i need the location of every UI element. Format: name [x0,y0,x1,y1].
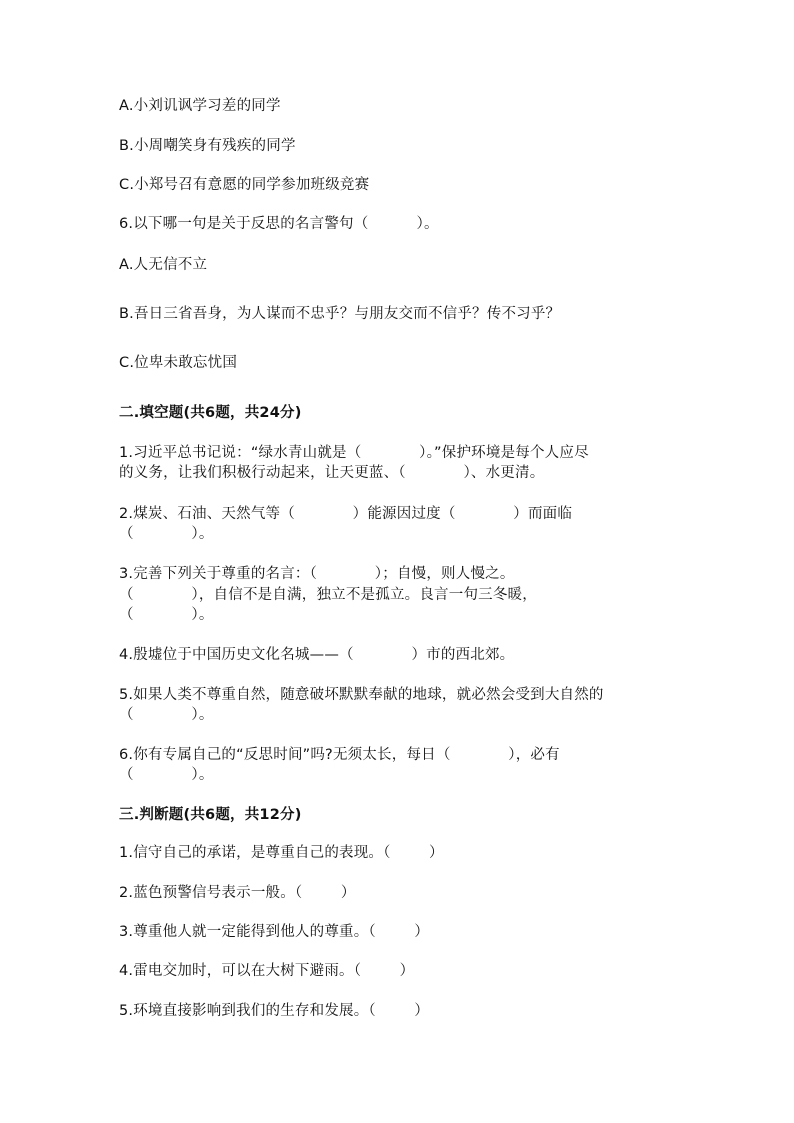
fill-line: 的义务，让我们积极行动起来，让天更蓝、（ ）、水更清。 [119,465,545,481]
fill-line: （ ）。 [119,707,214,723]
judgment-item: 4.雷电交加时，可以在大树下避雨。（ ） [119,963,415,979]
option-a: A.人无信不立 [119,257,208,273]
option-b: B.小周嘲笑身有残疾的同学 [119,138,296,154]
judgment-item: 5.环境直接影响到我们的生存和发展。（ ） [119,1003,430,1019]
section-heading: 三.判断题(共6题，共12分) [119,807,302,823]
fill-line: 5.如果人类不尊重自然，随意破坏默默奉献的地球，就必然会受到大自然的 [119,687,604,703]
fill-line: （ ）。 [119,526,214,542]
fill-line: 4.殷墟位于中国历史文化名城——（ ）市的西北郊。 [119,647,515,663]
fill-line: 2.煤炭、石油、天然气等（ ）能源因过度（ ）而面临 [119,506,573,522]
fill-line: 6.你有专属自己的“反思时间”吗?无须太长，每日（ ），必有 [119,747,560,763]
option-b: B.吾日三省吾身，为人谋而不忠乎？与朋友交而不信乎？传不习乎？ [119,306,561,322]
fill-line: （ ），自信不是自满，独立不是孤立。良言一句三冬暖， [119,587,537,603]
fill-line: （ ）。 [119,767,214,783]
judgment-item: 3.尊重他人就一定能得到他人的尊重。（ ） [119,924,430,940]
fill-line: 3.完善下列关于尊重的名言：（ ）；自慢，则人慢之。 [119,566,515,582]
fill-line: （ ）。 [119,607,214,623]
option-c: C.小郑号召有意愿的同学参加班级竞赛 [119,177,370,193]
option-c: C.位卑未敢忘忧国 [119,355,238,371]
judgment-item: 1.信守自己的承诺，是尊重自己的表现。（ ） [119,845,444,861]
question-stem: 6.以下哪一句是关于反思的名言警句（ ）。 [119,216,439,232]
section-heading: 二.填空题(共6题，共24分) [119,405,302,421]
option-a: A.小刘讥讽学习差的同学 [119,98,281,114]
fill-line: 1.习近平总书记说：“绿水青山就是（ ）。”保护环境是每个人应尽 [119,445,589,461]
judgment-item: 2.蓝色预警信号表示一般。（ ） [119,885,356,901]
